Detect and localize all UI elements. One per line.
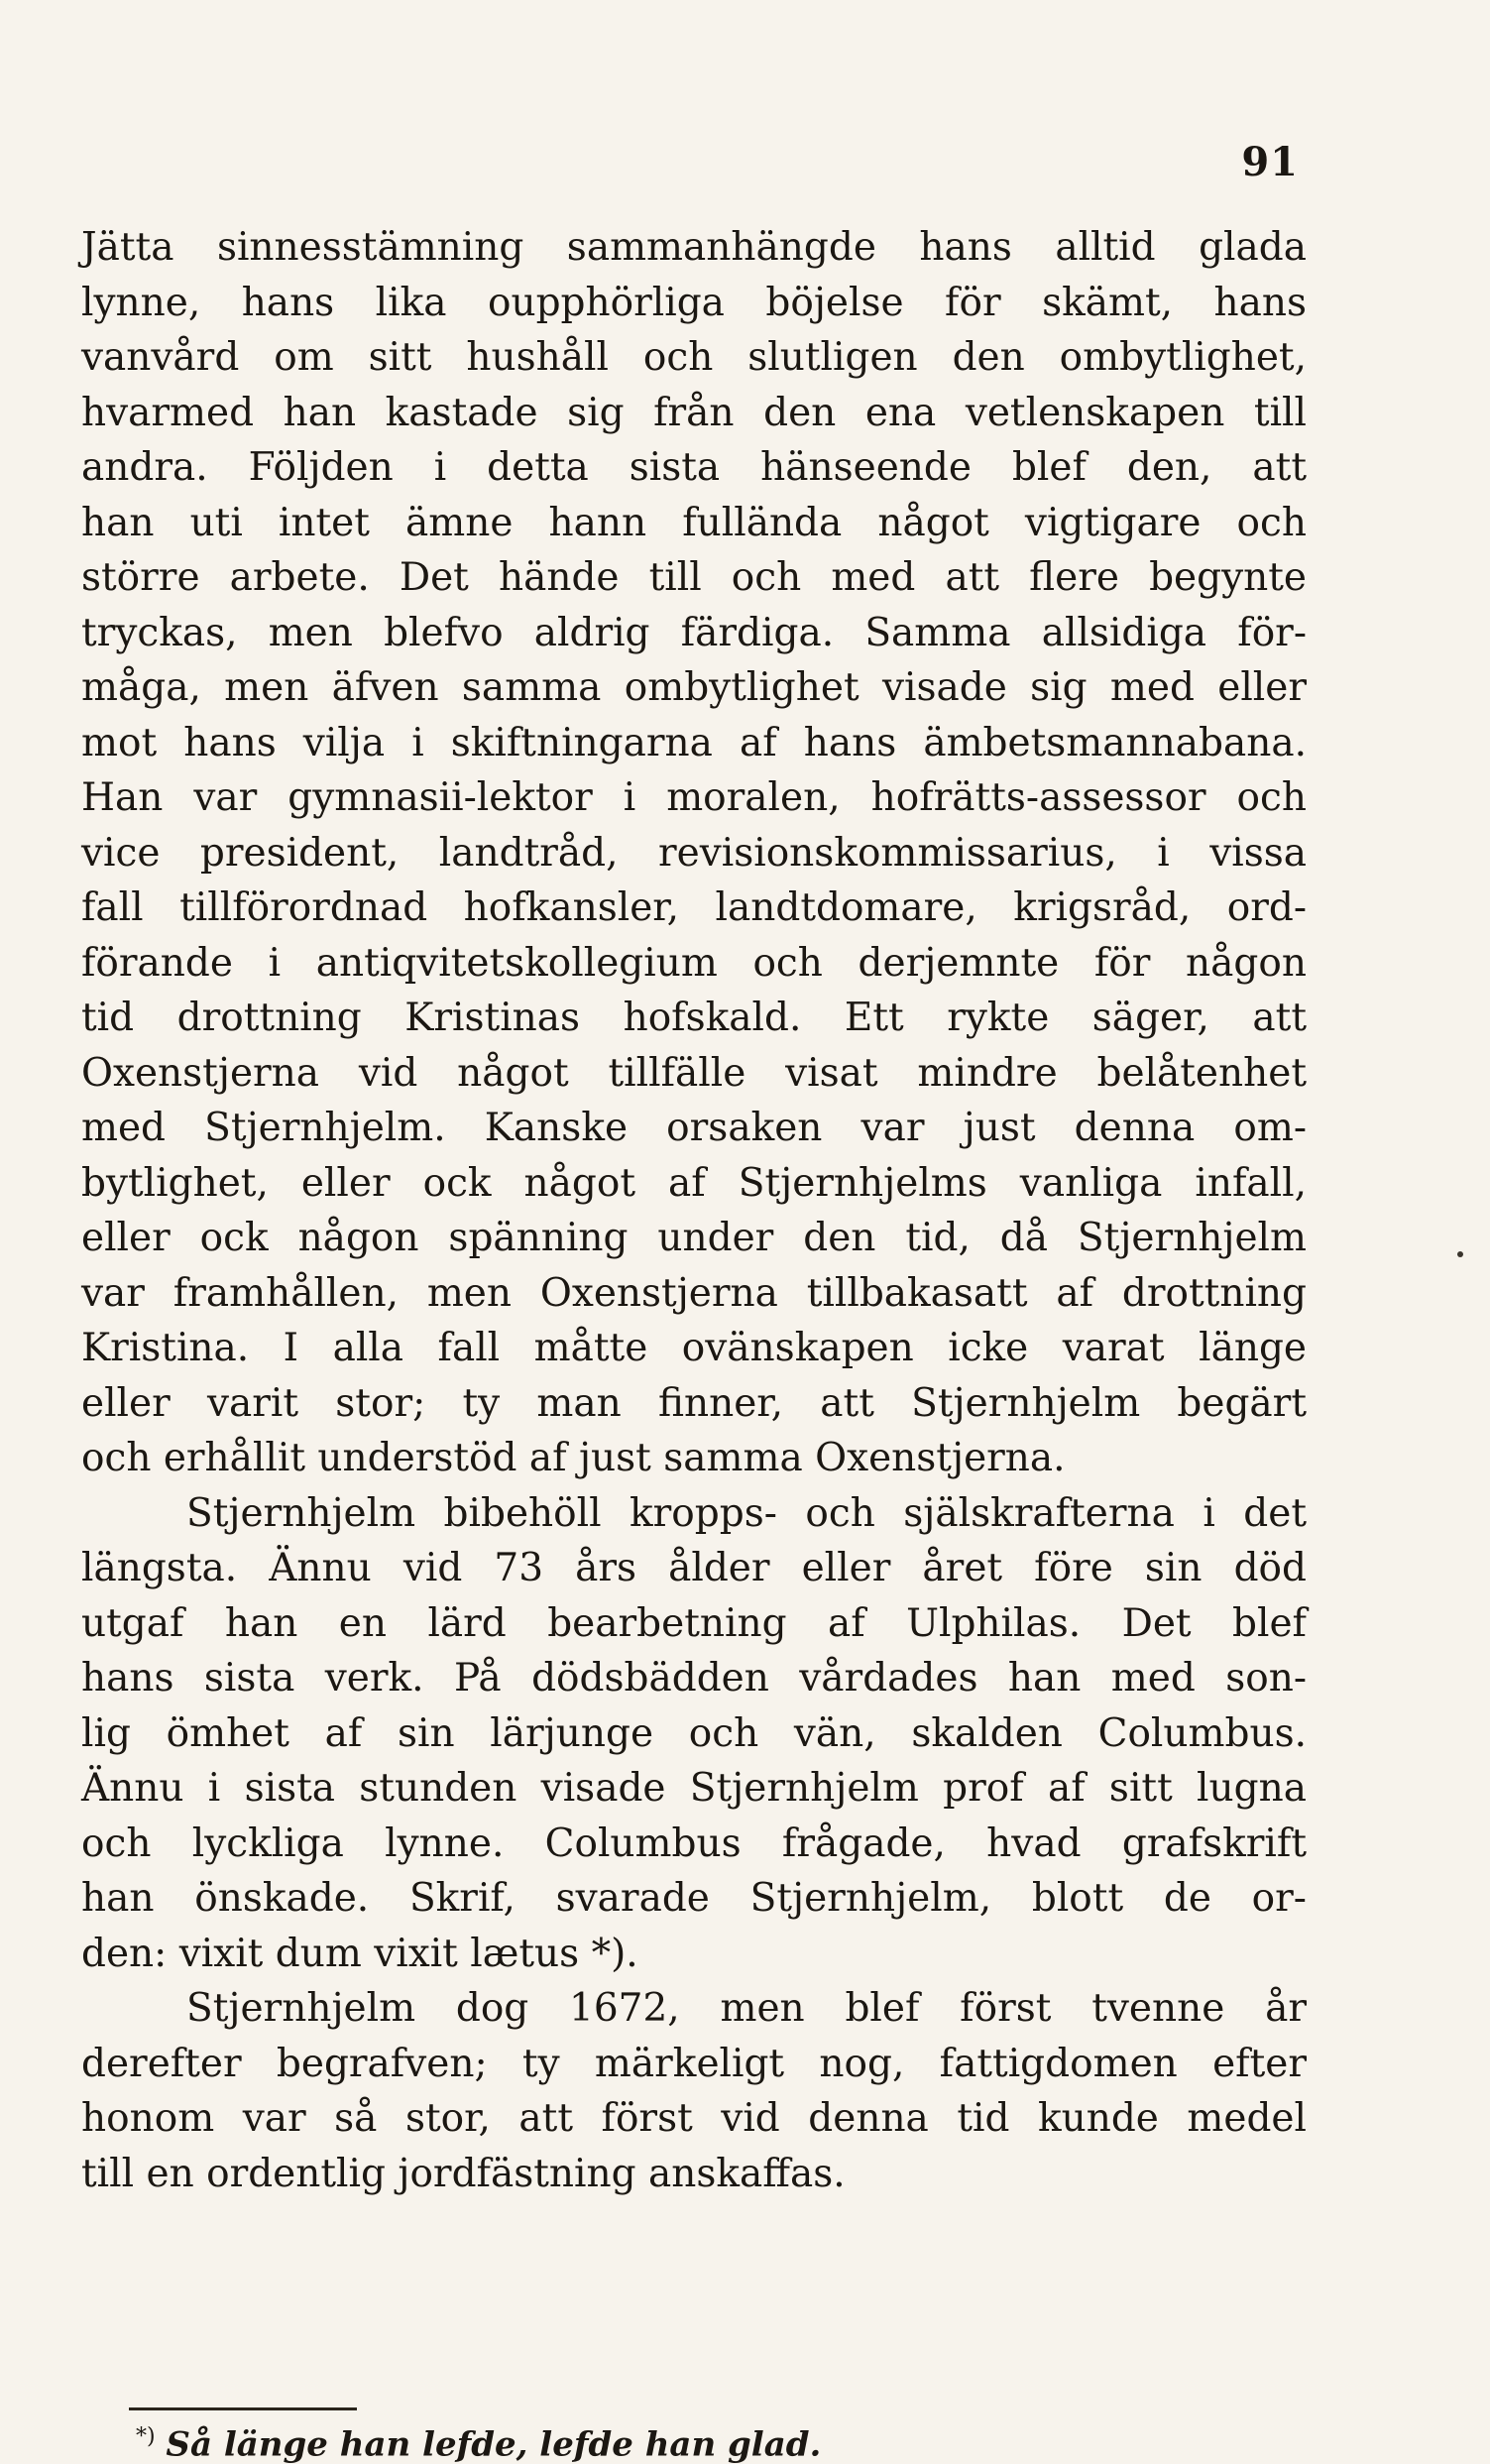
- footnote-text: Så länge han lefde, lefde han glad.: [166, 2424, 822, 2464]
- text-line: vanvård om sitt hushåll och slutligen den ombytlighet,: [81, 335, 1307, 380]
- footnote-marker: *): [136, 2424, 156, 2449]
- text-line: fall tillförordnad hofkansler, landtdomare, krigsråd, ord-: [81, 885, 1307, 930]
- text-line: derefter begrafven; ty märkeligt nog, fattigdomen efter: [81, 2041, 1307, 2086]
- text-line: och lyckliga lynne. Columbus frågade, hvad grafskrift: [81, 1820, 1307, 1866]
- page-number: 91: [1241, 139, 1299, 185]
- text-line: Kristina. I alla fall måtte ovänskapen icke varat länge: [81, 1326, 1307, 1370]
- text-line: vice president, landtråd, revisionskommissarius, i vissa: [81, 830, 1307, 876]
- text-line: mot hans vilja i skiftningarna af hans ämbetsmannabana.: [81, 720, 1307, 765]
- text-line: och erhållit understöd af just samma Oxenstjerna.: [81, 1436, 1066, 1480]
- text-line: till en ordentlig jordfästning anskaffas.: [81, 2151, 846, 2196]
- text-line: större arbete. Det hände till och med att flere begynte: [81, 555, 1307, 600]
- text-line: förande i antiqvitetskollegium och derjemnte för någon: [81, 940, 1307, 986]
- text-line: Ännu i sista stunden visade Stjernhjelm prof af sitt lugna: [81, 1766, 1307, 1811]
- text-line: Jätta sinnesstämning sammanhängde hans alltid glada: [81, 225, 1307, 270]
- body-text: [81, 220, 1307, 2201]
- text-line: måga, men äfven samma ombytlighet visade sig med eller: [81, 665, 1307, 710]
- text-line: hvarmed han kastade sig från den ena vetlenskapen till: [81, 390, 1307, 435]
- text-line: med Stjernhjelm. Kanske orsaken var just denna om-: [81, 1106, 1307, 1150]
- text-line: var framhållen, men Oxenstjerna tillbakasatt af drottning: [81, 1270, 1307, 1316]
- footnote: [136, 2417, 1028, 2464]
- footnote-rule: [129, 2407, 357, 2410]
- text-line: Stjernhjelm dog 1672, men blef först tvenne år: [186, 1986, 1307, 2031]
- text-line: eller ock någon spänning under den tid, då Stjernhjelm: [81, 1216, 1307, 1260]
- text-line: andra. Följden i detta sista hänseende blef den, att: [81, 445, 1307, 490]
- ink-speck: [1457, 1251, 1463, 1257]
- text-line: utgaf han en lärd bearbetning af Ulphilas. Det blef: [81, 1600, 1307, 1646]
- text-line: hans sista verk. På dödsbädden vårdades han med son-: [81, 1656, 1307, 1701]
- text-line: honom var så stor, att först vid denna tid kunde medel: [81, 2096, 1307, 2141]
- text-line: lig ömhet af sin lärjunge och vän, skalden Columbus.: [81, 1710, 1307, 1756]
- text-line: tryckas, men blefvo aldrig färdiga. Samma allsidiga för-: [81, 610, 1307, 655]
- text-line: eller varit stor; ty man finner, att Stjernhjelm begärt: [81, 1380, 1307, 1426]
- text-line: den: vixit dum vixit lætus *).: [81, 1931, 638, 1976]
- text-line: han uti intet ämne hann fullända något vigtigare och: [81, 500, 1307, 545]
- text-line: han önskade. Skrif, svarade Stjernhjelm, blott de or-: [81, 1876, 1307, 1921]
- text-line: Oxenstjerna vid något tillfälle visat mindre belåtenhet: [81, 1050, 1307, 1096]
- text-line: tid drottning Kristinas hofskald. Ett rykte säger, att: [81, 996, 1307, 1040]
- text-line: längsta. Ännu vid 73 års ålder eller året före sin död: [81, 1546, 1307, 1590]
- text-line: bytlighet, eller ock något af Stjernhjelms vanliga infall,: [81, 1160, 1307, 1206]
- text-line: Han var gymnasii-lektor i moralen, hofrätts-assessor och: [81, 775, 1307, 820]
- text-line: Stjernhjelm bibehöll kropps- och själskrafterna i det: [186, 1490, 1307, 1536]
- text-line: lynne, hans lika oupphörliga böjelse för skämt, hans: [81, 280, 1307, 325]
